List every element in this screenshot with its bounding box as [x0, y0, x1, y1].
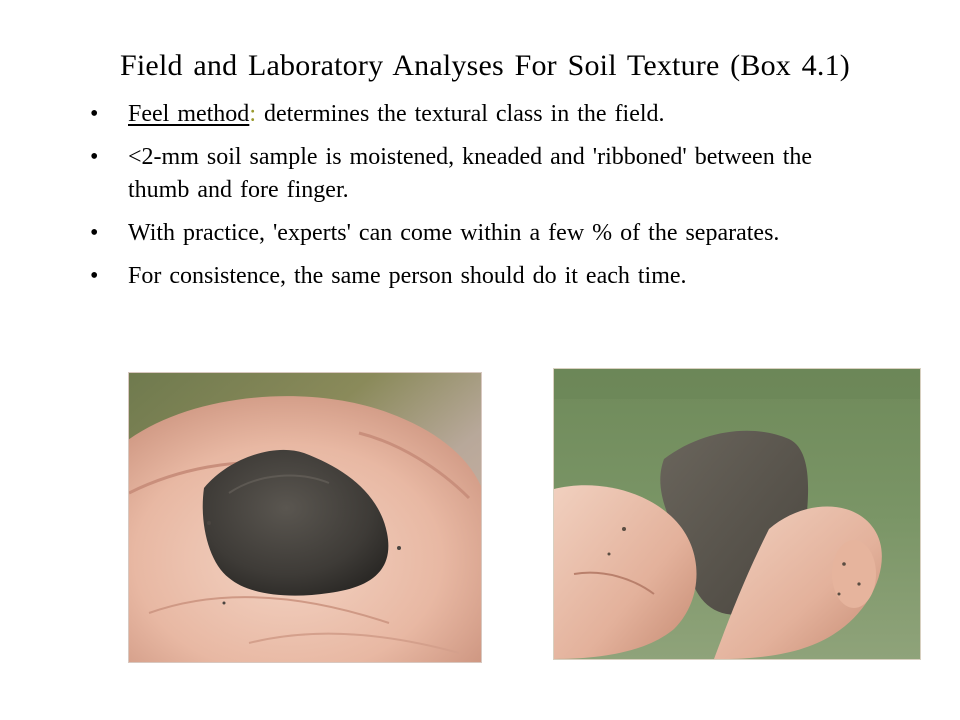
- bullet-item: [90, 98, 880, 131]
- bullet-text: With practice, 'experts' can come within a few % of the separates.: [128, 220, 780, 246]
- bullet-item: [90, 260, 880, 293]
- bullet-list: [90, 98, 880, 293]
- bullet-text: <2-mm soil sample is moistened, kneaded and 'ribboned' between the thumb and fore finger.: [128, 144, 813, 203]
- bullet-text: For consistence, the same person should do it each time.: [128, 263, 687, 289]
- slide-title: Field and Laboratory Analyses For Soil Texture (Box 4.1): [120, 49, 850, 82]
- soil-ball-in-palm-photo: [128, 372, 482, 663]
- soil-ribbon-photo: [553, 368, 921, 660]
- bullet-marker: •: [90, 263, 99, 289]
- feel-method-link[interactable]: Feel method: [128, 101, 250, 127]
- bullet-marker: •: [90, 220, 99, 246]
- feel-method-colon: :: [249, 101, 256, 127]
- bullet-item: [90, 217, 880, 250]
- soil-ball-illustration: [129, 373, 481, 662]
- bullet-text: determines the textural class in the field.: [255, 101, 665, 127]
- bullet-item: [90, 141, 880, 207]
- soil-ribbon-illustration: [554, 369, 920, 659]
- bullet-marker: •: [90, 144, 99, 170]
- bullet-marker: •: [90, 101, 99, 127]
